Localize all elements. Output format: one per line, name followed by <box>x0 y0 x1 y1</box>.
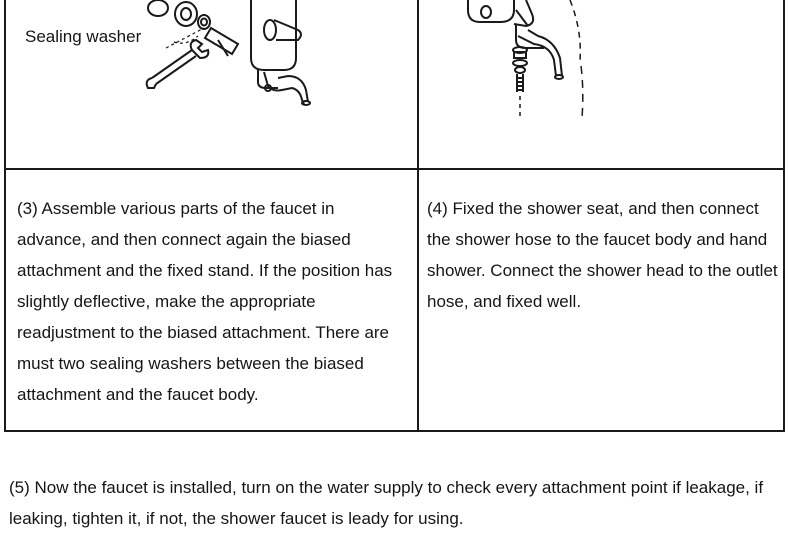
step-5-text: (5) Now the faucet is installed, turn on the water supply to check every attachment point if leakage, if leaking, tighten it, if not, the shower faucet is leady for using. <box>9 478 764 528</box>
sealing-washer-callout: Sealing washer <box>25 27 142 46</box>
illustration-shower-connection <box>416 0 784 166</box>
step-4-text: (4) Fixed the shower seat, and then connect the shower hose to the faucet body and hand shower. Connect the shower head to the outlet hose, and fixed well. <box>427 199 778 311</box>
illustration-sealing-washer <box>6 0 415 166</box>
faucet-assembly-drawing <box>6 0 415 166</box>
step-3-text: (3) Assemble various parts of the faucet in advance, and then connect again the biased attachment and the fixed stand. If the position has slightly deflective, make the appropriate readjustment to the biased attachment. There are must two sealing washers between the biased attachment and the faucet body. <box>17 199 393 404</box>
shower-hose-drawing <box>416 0 784 166</box>
table-divider-horizontal <box>6 168 783 170</box>
